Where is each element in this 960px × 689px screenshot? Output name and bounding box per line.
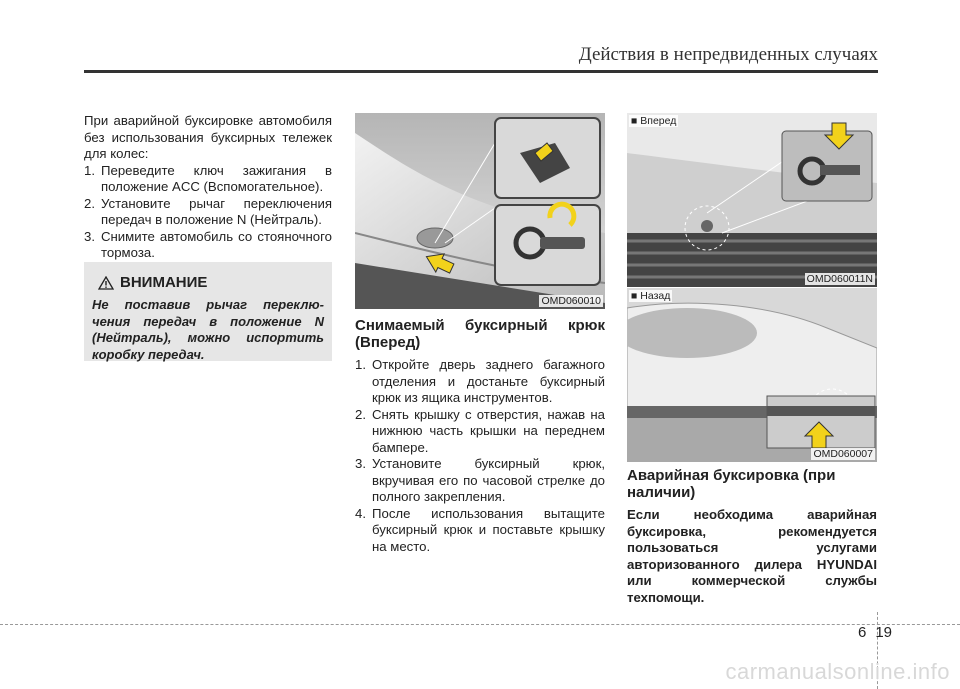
front-tow-hook-photo (355, 113, 605, 309)
photo-caption: OMD060011N (806, 273, 873, 285)
right-column (627, 467, 877, 606)
header-rule (84, 70, 878, 73)
section-body: Если необходима аварийная буксировка, рекомендуется пользоваться услугами авторизованного дилера HYUNDAI или коммерческой службы техпомощи. (627, 507, 877, 605)
section-number: 6 (858, 624, 867, 641)
photo-caption: OMD060007 (813, 448, 873, 460)
step-number: 3. (355, 456, 366, 471)
step-text: Установите рычаг переключения передач в положение N (Нейтраль). (101, 195, 332, 227)
section-heading: Снимаемый буксирный крюк (Вперед) (355, 317, 605, 351)
section-heading: Аварийная буксировка (при наличии) (627, 467, 836, 501)
step-number: 4. (355, 505, 366, 521)
step-text: Установите буксирный крюк, вкручивая его по часовой стрелке до полного закрепления. (372, 456, 605, 504)
list-item (355, 456, 605, 506)
warning-text: Не поставив рычаг переклю-чения передач в положение N (Нейтраль), можно испортить коробку передач. (92, 297, 324, 362)
step-text: Снять крышку с отверстия, нажав на нижнюю часть крышки на переднем бампере. (372, 406, 605, 455)
list-item (84, 163, 332, 196)
rear-tow-point-photo (627, 288, 877, 462)
watermark: carmanualsonline.info (725, 659, 950, 684)
front-tow-point-illustration (627, 113, 877, 287)
list-item (84, 229, 332, 262)
rear-tow-point-illustration (627, 288, 877, 462)
list-item (355, 357, 605, 407)
warning-triangle-icon (98, 276, 114, 290)
step-text: Переведите ключ зажигания в положение ACC (Вспомогательное). (101, 162, 332, 194)
page-number (858, 624, 892, 641)
warning-title: ВНИМАНИЕ (120, 274, 208, 291)
photo-label: ■ Вперед (631, 115, 677, 127)
intro-paragraph: При аварийной буксировке автомобиля без использования буксирных тележек для колес: (84, 113, 332, 161)
list-item (355, 506, 605, 556)
list-item (84, 196, 332, 229)
list-item (355, 407, 605, 457)
step-text: Снимите автомобиль со стояночного тормоза. (101, 228, 332, 260)
step-number: 2. (84, 195, 95, 211)
front-bumper-illustration (355, 113, 605, 309)
step-number: 3. (84, 228, 95, 244)
warning-box (84, 262, 332, 361)
warning-header (98, 274, 207, 291)
page-header-title: Действия в непредвиденных случаях (578, 44, 878, 65)
step-number: 2. (355, 406, 366, 422)
photo-caption: OMD060010 (541, 295, 601, 307)
page-index: 19 (875, 624, 893, 641)
front-tow-point-photo (627, 113, 877, 287)
photo-label: ■ Назад (631, 290, 671, 302)
footer-divider (0, 624, 960, 625)
left-column (84, 113, 332, 262)
step-text: Откройте дверь заднего багажного отделения и достаньте буксирный крюк из ящика инструментов. (372, 357, 605, 405)
step-number: 1. (84, 162, 95, 178)
step-text: После использования вытащите буксирный крюк и поставьте крышку на место. (372, 505, 605, 554)
middle-column (355, 317, 605, 555)
step-number: 1. (355, 357, 366, 372)
